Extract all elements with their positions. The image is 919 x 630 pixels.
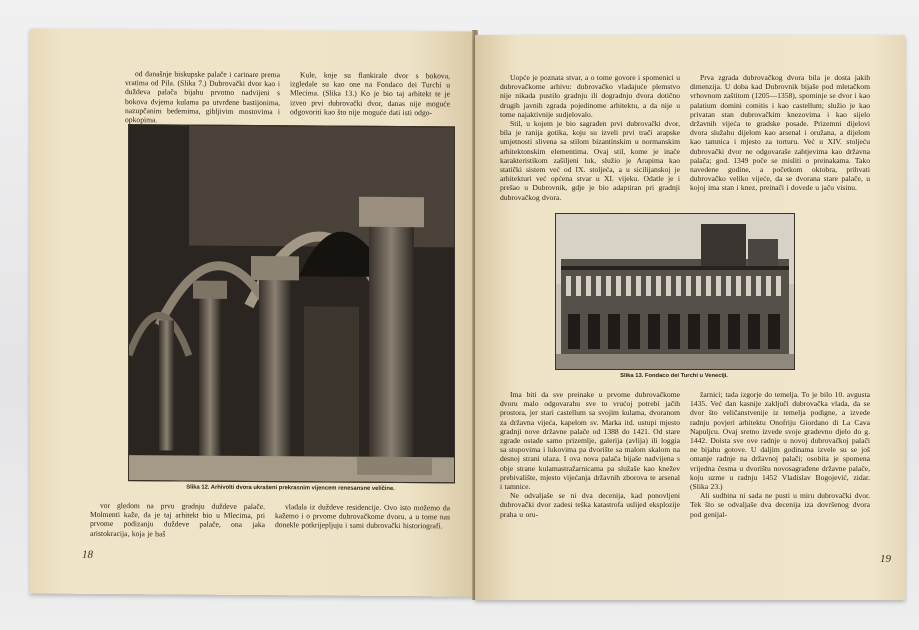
left-page [30, 28, 475, 596]
right-col1-bottom [500, 390, 680, 519]
right-page [475, 35, 905, 600]
left-col1-bottom-text: vor gledom na prvu gradnju duždeve palače. Molmenti kaže, da je taj arhitekt bio u Mlecima, pri prvome podizanju duždeve palače, ona jaka aristokracija, koja je baš [90, 500, 265, 539]
right-figure-caption: Slika 13. Fondaco dei Turchi u Veneciji. [620, 373, 728, 379]
left-page-number: 18 [82, 548, 93, 561]
left-col2-bottom-text: vladala iz duždeve residencije. Ovo isto možemo da kažemo i o prvome dubrovačkome dvoru, a u tome nas donekle potkrijepljuju i sami dubrovački historiografi. [275, 502, 450, 531]
right-col1-top-text-p2: Stil, u kojem je bio sagrađen prvi dubrovački dvor, bila je ranija gotika, koju su izveli prvi trači arapske umjetnosti slivena sa stilom bizantinskim u normanskim arhitektonskim elementima. Ovaj stil, kome je inače karakteristikom zašiljeni luk, služio je Arapima kao statički sistem već od IX. stoljeća, a u sicilijanskoj je arhitekturi već općena stvar u XI. vijeku. Odatle je i prešao u Dubrovnik, gdje je bio adaptiran pri gradnji dubrovačkog dvora. [500, 119, 680, 202]
arches-photo-image [129, 125, 454, 482]
right-col1-bottom-text-p2: Ne odvaljaše se ni dva decenija, kad ponovljeni dubrovački dvor zadesi teška katastrofa uslijed eksplozije praha u oru- [500, 491, 680, 519]
right-col1-top-text-p1: Uopće je poznata stvar, a o tome govore i spomenici u dubrovačkome arhivu: dubrovačko vladajuće plemstvo nije nikada pustilo gradnju ili dogradnju dvora dotično drugih javnih zgrada pojedinome arhitektu, a da nije u tome najaktivnije sudjelovalo. [500, 73, 680, 119]
left-col1-top-text: od današnje biskupske palače i carinare prema vratima od Pila. (Slika 7.) Dubrovački dvor kao i duždeva palača bijahu prvotno nadvijeni s bokova dvjema kulama pa utvrđene bastijonima, nazupčanim bedemima, gibljivim mostovima i opkopima. [125, 69, 280, 125]
photo-fondaco [555, 213, 795, 370]
right-col2-bottom-text-p2: Ali sudbina ni sada ne pusti u miru dubrovački dvor. Tek što se odvaljaše dva decenija iza dovršenog dvora pod genijal- [690, 491, 870, 519]
right-col1-bottom-text-p1: Ima biti da sve preinake u prvome dubrovačkome dvoru malo odgovarahu sve to vrućoj potrebi jačih prostora, jer stari castellum sa svojim kulama, dvoranom za državna vijeća, kapelom sv. Marka itd. ustupi mjesto gradnji nove državne palače od 1388 do 1421. Od stare zgrade ostade samo prizemlje, galerija (avlija) ili loggia sa stupovima i lukovima pa dvorište sa malom skalom na desnoj strani ulaza. I ova nova palača bijaše nadvijena s obje strane kulamastražarnicama pa služaše kao knežev prebivalište, mjesto vijećanja državnih zborova te arsenal i tamnice. [500, 390, 680, 492]
left-col2-top-text: Kule, koje su flankirale dvor s bokova, izgledale su kao one na Fondaco dei Turchi u Mlecima. (Slika 13.) Ko je bio taj arhitekt te je izveo prvi dubrovački dvor, danas nije moguće odgovoriti kao što nije moguće dati isti odgo- [290, 70, 450, 118]
left-col2-top [290, 70, 450, 117]
left-col1-top [125, 69, 280, 125]
right-page-number: 19 [880, 553, 891, 565]
photo-arches [128, 124, 455, 483]
left-figure-caption: Slika 12. Arhivolti dvora ukrašeni prekrasnim vijencem renesansne veličine. [186, 484, 395, 492]
right-col2-bottom-text-p1: žarnici; tada izgorje do temelja. To je bilo 10. avgusta 1435. Već dan kasnije zaključi dubrovačka vlada, da se dvor što veličanstvenije iz temelja podigne, a izvede radnju povjeri arhitektu Onofriju Giordano di La Cava Napuljcu. Ovaj sretno izvede svoje gradevno djelo do g. 1442. Doista sve ove radnje u novoj dubrovačkoj palači ne bijahu gotove. U daljim godinama izvele su se još omanje radnje na državnoj palači; osobita je spomena vrijedna česma u dvorištu novosagrađene državne palače, koju uzme u radnju 1452 Vladislav Bogojević, zidar. (Slika 23.) [690, 390, 870, 492]
open-book [30, 30, 910, 605]
right-col2-bottom [690, 390, 870, 519]
fondaco-photo-image [556, 214, 794, 369]
left-col2-bottom [275, 502, 450, 531]
left-col1-bottom [90, 501, 265, 539]
right-col2-top-text: Prva zgrada dubrovačkog dvora bila je dosta jakih dimenzija. U doba kad Dubrovnik bijaše pod mletačkom vrhovnom zaštitom (1205—1358), spominje se dvor i kao palatium domini comitis i kao castellum; služio je kao privatan stan dubrovačkim knezovima i kao sijelo državnih vijeća te gradske posade. Prizemni dijelovi dvora služahu dijelom kao arsenal i oružana, a dijelom kao tamnica i mjesto za torturu. Već u XIV. stoljeću dubrovački dvor ne odgovaraše zahtjevima kao državna palača; god. 1349 poče se misliti o preinakama. Tako navedene godine, a početkom oktobra, prihvati dubrovačko veliko vijeće, da se dvorana stare palače, u kojoj ima stan i knez, preinači i dovede u jaču visinu. [690, 73, 870, 193]
right-col2-top [690, 73, 870, 193]
right-col1-top [500, 73, 680, 202]
